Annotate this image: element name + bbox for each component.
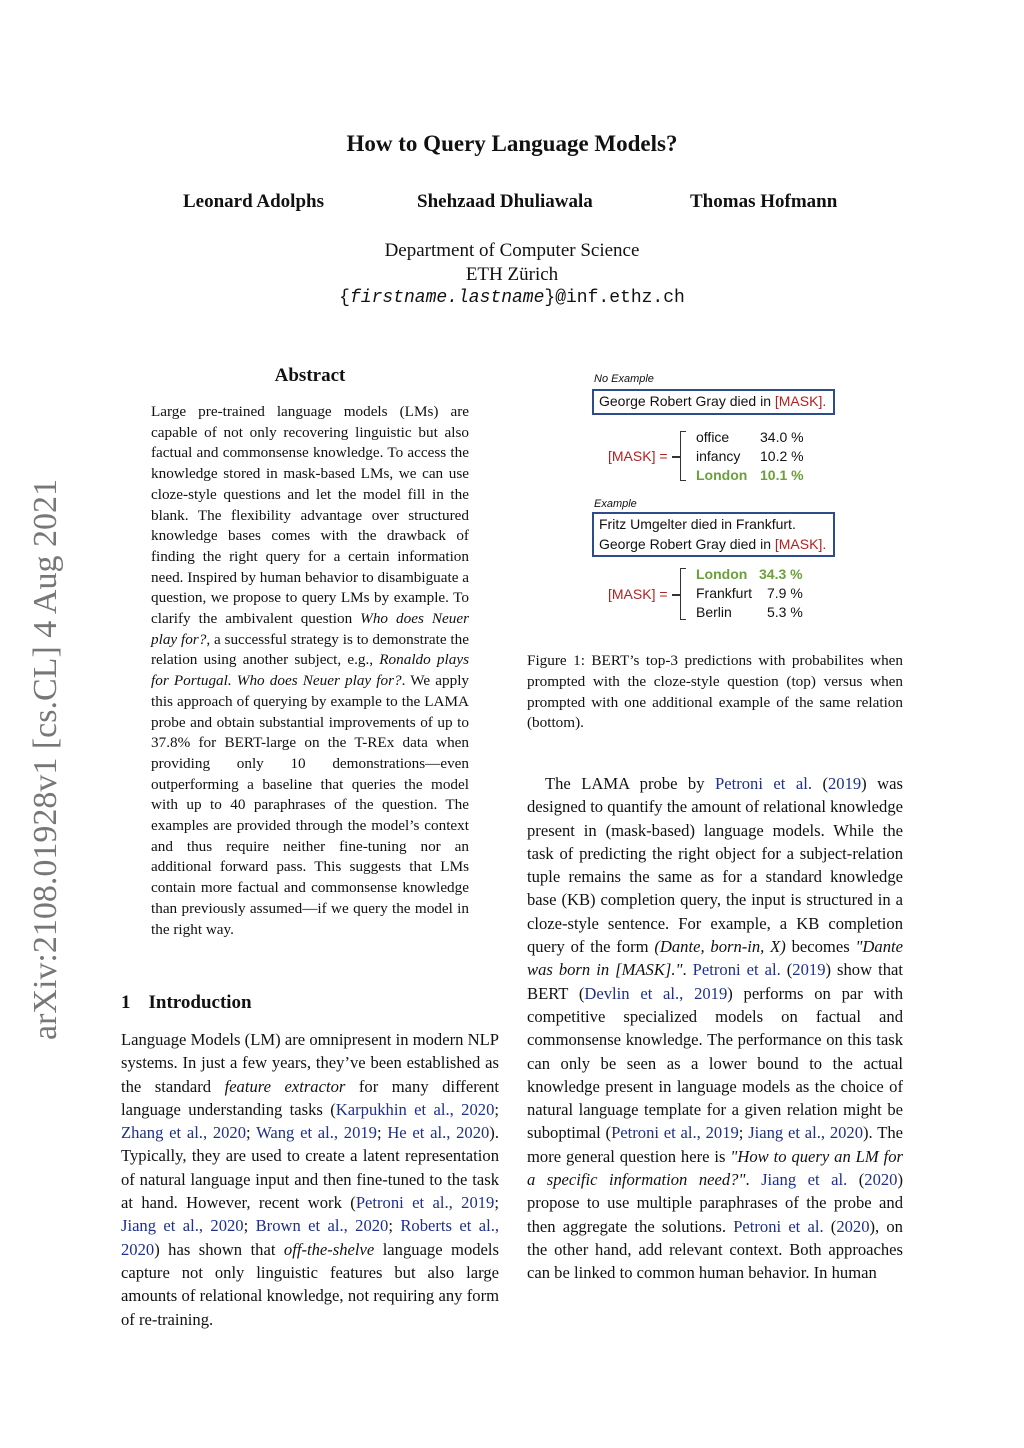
paper-title: How to Query Language Models? — [346, 131, 678, 156]
citation-link[interactable]: 2019 — [792, 960, 826, 980]
figure-label-example: Example — [594, 498, 637, 510]
email-name: firstname.lastname — [349, 288, 545, 308]
citation-link[interactable]: Petroni et al. — [715, 774, 812, 793]
section-heading-introduction: 1 Introduction — [121, 992, 252, 1013]
prediction-word: infancy — [696, 448, 741, 464]
citation-link[interactable]: Karpukhin et al., 2020 — [335, 1099, 495, 1119]
author-1: Leonard Adolphs — [183, 191, 324, 212]
abstract-text: Large pre-trained language models (LMs) are capable of not only recovering linguistic but also factual and commonsense knowledge. To access the knowledge stored in mask-based LMs, we can use cloze-style questions and let the model fill in the blank. The flexibility advantage over structured knowledge bases comes with the drawback of finding the right query for a certain information need. Inspired by human behavior to disambiguate a question, we propose to query LMs by example. To clarify the ambivalent question Who does Neuer play for?, a successful strategy is to demonstrate the relation using another subject, e.g., Ronaldo plays for Portugal. Who does Neuer play for?. We apply this approach of querying by example to the LAMA probe and obtain substantial improvements of up to 37.8% for BERT-large on the T-REx data when providing only 10 demonstrations—even outperforming a baseline that queries the model with up to 40 paraphrases of the question. The examples are provided through the model’s context and thus require neither fine-tuning nor an additional forward pass. This suggests that LMs contain more factual and commonsense knowledge than previously assumed—if we query the model in the right way. — [151, 403, 470, 938]
citation-link[interactable]: Jiang et al., 2020 — [748, 1123, 864, 1143]
citation-link[interactable]: Devlin et al., 2019 — [584, 983, 728, 1003]
affiliation-department: Department of Computer Science — [384, 240, 640, 261]
figure-query-box-bottom: Fritz Umgelter died in Frankfurt. George Robert Gray died in [MASK]. — [592, 512, 835, 557]
author-2: Shehzaad Dhuliawala — [417, 191, 593, 212]
citation-link[interactable]: Roberts et al., 2020 — [121, 1216, 499, 1259]
prediction-prob-correct: 10.1 % — [760, 467, 804, 483]
prediction-word: Frankfurt — [696, 585, 753, 601]
mask-equals-label: [MASK] = — [608, 586, 668, 602]
author-3: Thomas Hofmann — [690, 191, 838, 212]
figure-query-box-top: George Robert Gray died in [MASK]. — [592, 389, 835, 415]
citation-link[interactable]: He et al., 2020 — [387, 1123, 490, 1143]
prediction-word-correct: London — [696, 566, 748, 582]
brace-icon — [680, 568, 686, 620]
citation-link[interactable]: Petroni et al., 2019 — [611, 1123, 739, 1143]
citation-link[interactable]: Brown et al., 2020 — [255, 1216, 389, 1236]
author-email: {firstname.lastname}@inf.ethz.ch — [339, 288, 685, 308]
abstract-heading: Abstract — [274, 365, 346, 386]
citation-link[interactable]: Zhang et al., 2020 — [121, 1123, 247, 1143]
prediction-word-correct: London — [696, 467, 748, 483]
citation-link[interactable]: Petroni et al., 2019 — [355, 1193, 495, 1213]
prediction-prob: 10.2 % — [760, 448, 804, 464]
citation-link[interactable]: Petroni et al. — [733, 1216, 824, 1236]
citation-link[interactable]: Jiang et al., 2020 — [121, 1216, 244, 1236]
citation-link[interactable]: Wang et al., 2019 — [256, 1123, 377, 1143]
affiliation-university: ETH Zürich — [465, 264, 559, 285]
arxiv-identifier: arXiv:2108.01928v1 [cs.CL] 4 Aug 2021 — [27, 479, 64, 1040]
citation-link[interactable]: 2019 — [827, 774, 862, 793]
brace-tick — [672, 594, 680, 596]
citation-link[interactable]: 2020 — [864, 1170, 898, 1190]
prediction-prob: 34.0 % — [760, 429, 804, 445]
figure-caption: Figure 1: BERT’s top-3 predictions with probabilites when prompted with the cloze-style question (top) versus when prompted with one additional example of the same relation (bottom). — [527, 652, 903, 732]
prediction-word: office — [696, 429, 730, 445]
prediction-prob: 7.9 % — [767, 585, 803, 601]
body-text-right-column: The LAMA probe by Petroni et al. (2019) was designed to quantify the amount of relational knowledge present in (mask-based) language models. While the task of predicting the right object for a subject-relation tuple remains the same as for a standard knowledge base (KB) completion query, the input is structured in a cloze-style sentence. For example, a KB completion query of the form (Dante, born-in, X) becomes "Dante was born in [MASK].". Petroni et al. (2019) show that BERT (Devlin et al., 2019) performs on par with competitive specialized models on factual and commonsense knowledge. The performance on this task can only be seen as a lower bound to the actual knowledge present in language models as the choice of natural language template for a given relation might be suboptimal (Petroni et al., 2019; Jiang et al., 2020). The more general question here is "How to query an LM for a specific information need?". Jiang et al. (2020) propose to use multiple paraphrases of the probe and then aggregate the solutions. Petroni et al. (2020), on the other hand, add relevant context. Both approaches can be linked to common human behavior. In human — [527, 774, 904, 1283]
prediction-prob-correct: 34.3 % — [759, 566, 803, 582]
introduction-text: Language Models (LM) are omnipresent in modern NLP systems. In just a few years, they’ve been established as the standard feature extractor for many different language understanding tasks (Karpukhin et al., 2020; Zhang et al., 2020; Wang et al., 2019; He et al., 2020). Typically, they are used to create a latent representation of natural language input and then fine-tuned to the task at hand. However, recent work (Petroni et al., 2019; Jiang et al., 2020; Brown et al., 2020; Roberts et al., 2020) has shown that off-the-shelve language models capture not only linguistic features but also large amounts of relational knowledge, not requiring any form of re-training. — [121, 1030, 499, 1329]
prediction-prob: 5.3 % — [767, 604, 803, 620]
mask-equals-label: [MASK] = — [608, 448, 668, 464]
citation-link[interactable]: Jiang et al. — [761, 1170, 848, 1190]
figure-label-no-example: No Example — [594, 373, 654, 385]
citation-link[interactable]: Petroni et al. — [692, 960, 781, 980]
prediction-word: Berlin — [696, 604, 732, 620]
citation-link[interactable]: 2020 — [836, 1216, 870, 1236]
brace-tick — [672, 456, 680, 458]
brace-icon — [680, 431, 686, 481]
